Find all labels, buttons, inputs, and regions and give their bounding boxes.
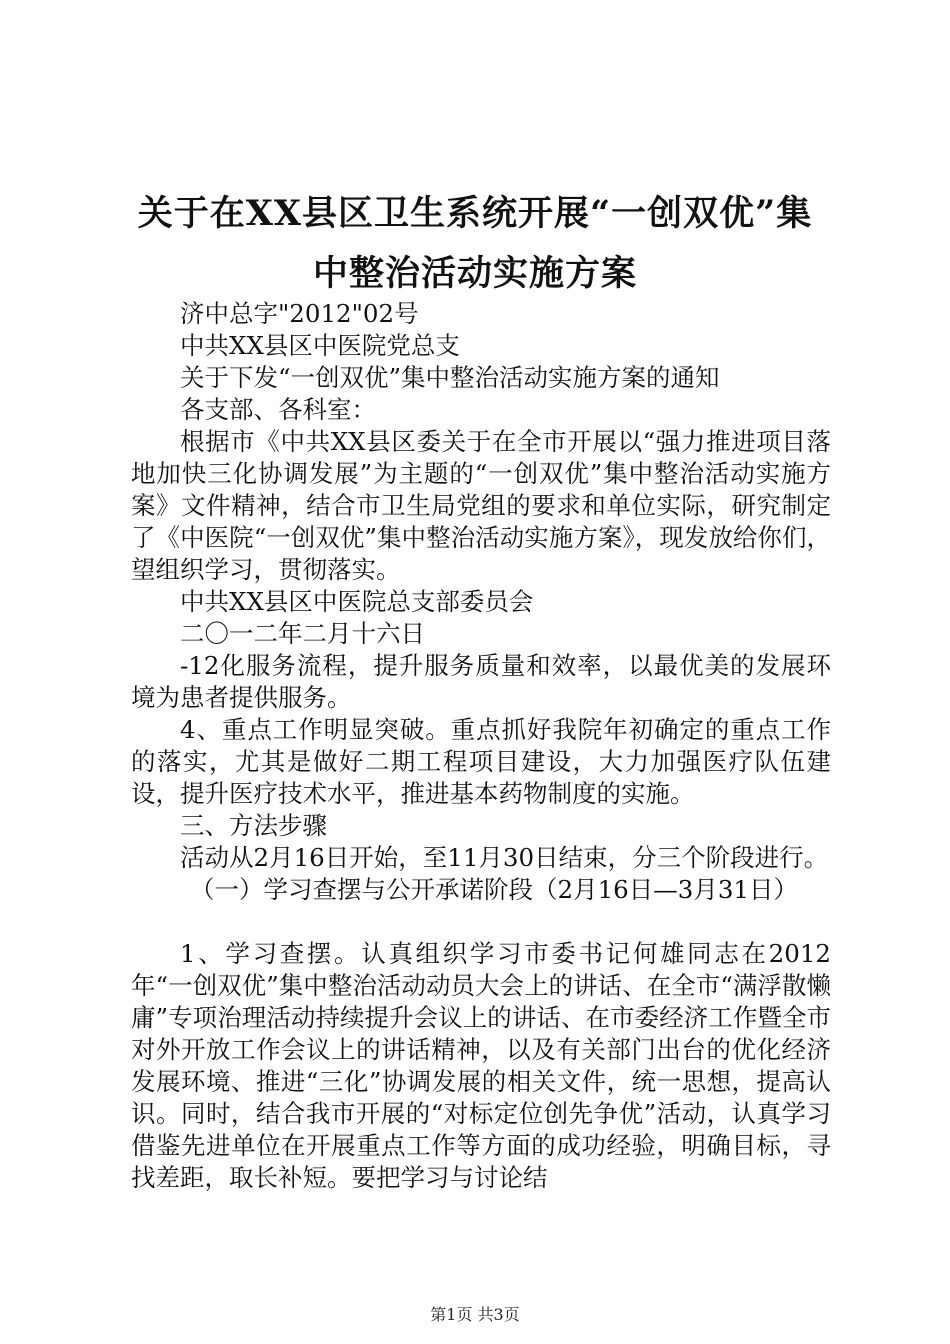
section-heading: 三、方法步骤: [180, 811, 327, 840]
document-title-line-1: 关于在XX县区卫生系统开展“一创双优”集: [137, 193, 813, 234]
page-footer: 第1页 共3页: [430, 1305, 520, 1324]
signature-date: 二〇一二年二月十六日: [180, 619, 425, 648]
signature-organization: 中共XX县区中医院总支部委员会: [180, 587, 534, 616]
document-title-line-2: 中整治活动实施方案: [312, 253, 637, 294]
issuing-organization: 中共XX县区中医院党总支: [180, 331, 460, 360]
addressee: 各支部、各科室：: [180, 395, 376, 424]
body-paragraph: -12化服务流程，提升服务质量和效率，以最优美的发展环境为患者提供服务。: [131, 651, 831, 712]
notice-subject: 关于下发“一创双优”集中整治活动实施方案的通知: [180, 363, 720, 392]
blank-line: [131, 906, 831, 938]
document-body: [131, 298, 831, 1194]
subsection-heading: （一）学习查摆与公开承诺阶段（2月16日—3月31日）: [190, 875, 799, 904]
body-paragraph: 根据市《中共XX县区委关于在全市开展以“强力推进项目落地加快三化协调发展”为主题的“一创双优”集中整治活动实施方案》文件精神，结合市卫生局党组的要求和单位实际，研究制定了《中医院“一创双优”集中整治活动实施方案》，现发放给你们，望组织学习，贯彻落实。: [131, 427, 831, 584]
body-paragraph: 1、学习查摆。认真组织学习市委书记何雄同志在2012年“一创双优”集中整治活动动员大会上的讲话、在全市“满浮散懒庸”专项治理活动持续提升会议上的讲话、在市委经济工作暨全市对外开放工作会议上的讲话精神，以及有关部门出台的优化经济发展环境、推进“三化”协调发展的相关文件，统一思想，提高认识。同时，结合我市开展的“对标定位创先争优”活动，认真学习借鉴先进单位在开展重点工作等方面的成功经验，明确目标，寻找差距，取长补短。要把学习与讨论结: [131, 939, 831, 1192]
body-paragraph: 4、重点工作明显突破。重点抓好我院年初确定的重点工作的落实，尤其是做好二期工程项目建设，大力加强医疗队伍建设，提升医疗技术水平，推进基本药物制度的实施。: [131, 715, 831, 808]
doc-number: 济中总字"2012"02号: [180, 299, 419, 328]
body-paragraph: 活动从2月16日开始，至11月30日结束，分三个阶段进行。: [180, 843, 829, 872]
